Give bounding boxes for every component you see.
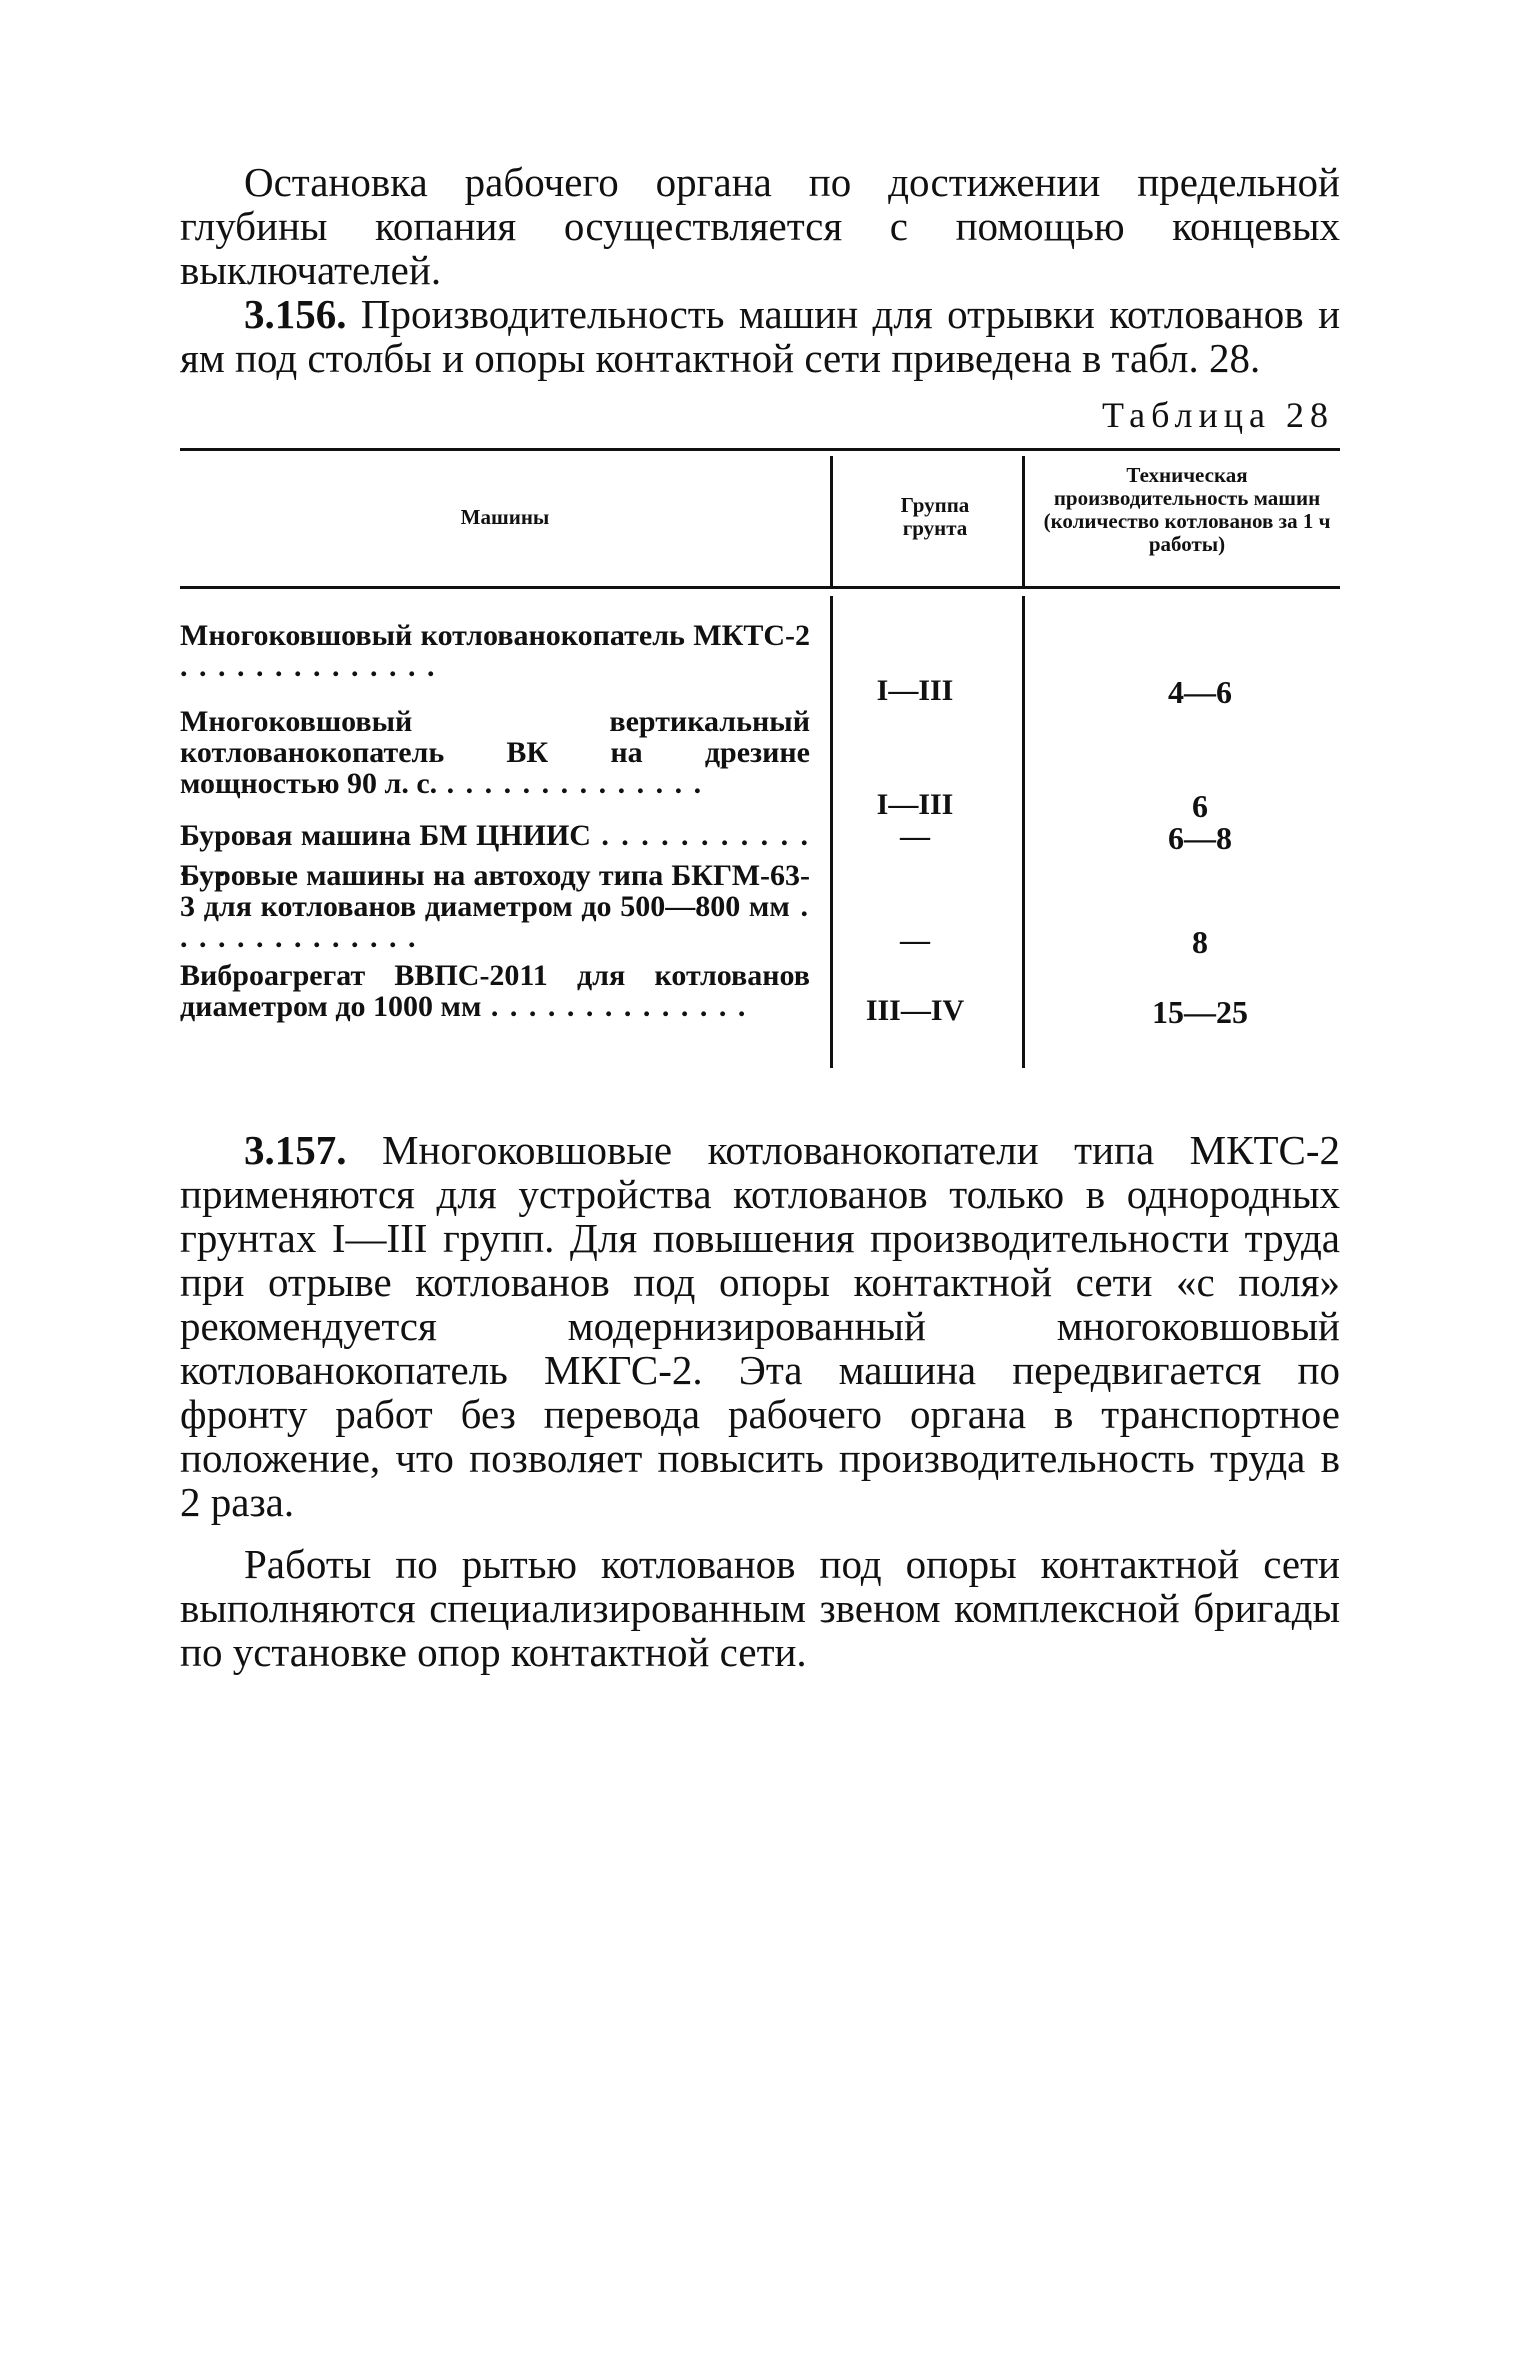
paragraph-works: Работы по рытью котлованов под опоры контактной сети выполняются специализированным звеном комплексной бригады по установке опор контактной сети. bbox=[180, 1541, 1340, 1675]
table-row-name-2: Многоковшовый вертикальный котлованокопатель ВК на дрезине мощностью 90 л. с. . . . bbox=[180, 706, 810, 799]
table-row-value-5: 15—25 bbox=[1152, 994, 1248, 1030]
table-row-name-5: Виброагрегат ВВПС-2011 для котлованов диаметром до 1000 мм . . . bbox=[180, 960, 810, 1022]
header-productivity: Техническая производительность машин (количество котлованов за 1 ч работы) bbox=[1043, 463, 1331, 556]
table-vrule-1-body bbox=[830, 596, 833, 1068]
table-row-name-3: Буровая машина БМ ЦНИИС . . . bbox=[180, 820, 810, 882]
table-row-group-3: — bbox=[900, 820, 930, 853]
productivity-table bbox=[180, 448, 1340, 1088]
header-machines: Машины bbox=[460, 505, 550, 529]
table-row-name-1: Многоковшовый котлованокопатель МКТС-2 . . . bbox=[180, 620, 810, 682]
table-row-value-4: 8 bbox=[1192, 924, 1208, 960]
table-header-rule bbox=[180, 586, 1340, 589]
table-row-name-4: Буровые машины на автоходу типа БКГМ-63-3 для котлованов диаметром до 500—800 мм . . . bbox=[180, 860, 810, 953]
table-row-group-1: I—III bbox=[876, 674, 954, 707]
header-soil-group: Группа грунта bbox=[900, 493, 970, 540]
table-row-group-5: III—IV bbox=[865, 994, 965, 1027]
table-caption: Таблица 28 bbox=[1102, 395, 1334, 435]
section-number-3-157: 3.157. bbox=[244, 1127, 347, 1173]
table-row-group-4: — bbox=[900, 924, 930, 957]
table-row-value-3: 6—8 bbox=[1168, 820, 1232, 856]
table-vrule-1-header bbox=[830, 456, 833, 588]
table-row-value-2: 6 bbox=[1192, 788, 1208, 824]
table-vrule-2-body bbox=[1022, 596, 1025, 1068]
table-row-group-2: I—III bbox=[876, 788, 954, 821]
section-number-3-156: 3.156. bbox=[244, 291, 347, 337]
paragraph-3-157-text: Многоковшовые котлованокопатели типа МКТС-2 применяются для устройства котлованов только в однородных грунтах I—III групп. Для повышения производительности труда при отрыве котлованов под опоры контактной сети «с поля» рекомендуется модернизированный многоковшовый котлованокопатель МКГС-2. Эта машина передвигается по фронту работ без перевода рабочего органа в транспортное положение, что позволяет повысить производительность труда в 2 раза. bbox=[180, 1127, 1341, 1525]
table-top-rule bbox=[180, 448, 1340, 451]
paragraph-3-156-text: Производительность машин для отрывки котлованов и ям под столбы и опоры контактной сети приведена в табл. 28. bbox=[180, 291, 1341, 381]
table-row-value-1: 4—6 bbox=[1168, 674, 1232, 710]
table-vrule-2-header bbox=[1022, 456, 1025, 588]
paragraph-intro: Остановка рабочего органа по достижении предельной глубины копания осуществляется с помощью концевых выключателей. bbox=[180, 159, 1340, 293]
page bbox=[180, 160, 1340, 1674]
paragraph-3-156 bbox=[180, 292, 1340, 380]
paragraph-3-157 bbox=[180, 1128, 1340, 1524]
